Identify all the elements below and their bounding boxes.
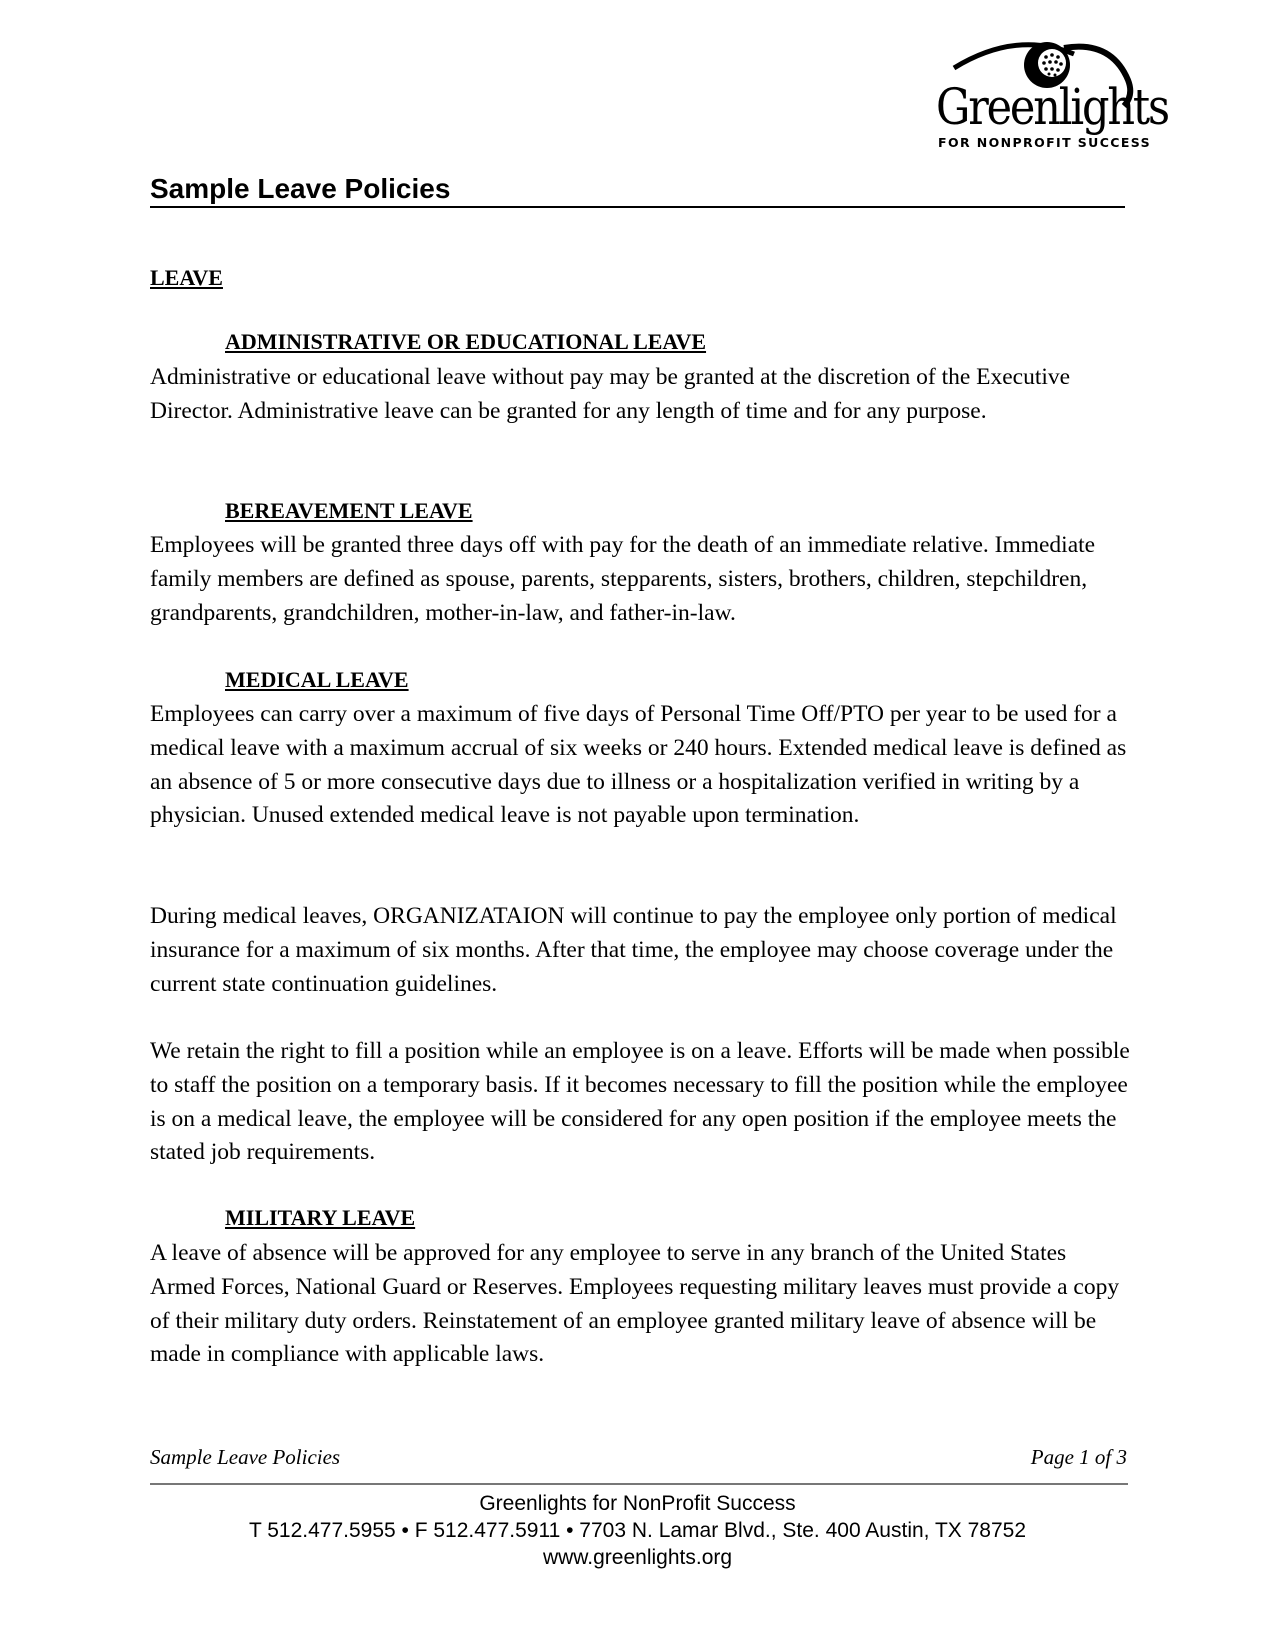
paragraph-bereavement: Employees will be granted three days off with pay for the death of an immediate relative. Immediate family members are defined as spouse, parents, stepparents, sisters, brothers, children, stepchildren, grandparents, grandchildren, mother-in-law, and father-in-law. — [150, 532, 1096, 626]
footer-divider — [150, 1483, 1128, 1485]
logo-wordmark: Greenlights — [936, 78, 1168, 136]
footer-page-number: Page 1 of 3 — [1030, 1445, 1127, 1469]
section-heading-bereavement: BEREAVEMENT LEAVE — [225, 498, 473, 523]
footer-contact-info: T 512.477.5955 • F 512.477.5911 • 7703 N. Lamar Blvd., Ste. 400 Austin, TX 78752 — [248, 1519, 1027, 1542]
paragraph-military: A leave of absence will be approved for any employee to serve in any branch of the United States Armed Forces, National Guard or Reserves. Employees requesting military leaves must provide a copy of their military duty orders. Reinstatement of an employee granted military leave of absence will be made in compliance with applicable laws. — [150, 1240, 1120, 1368]
section-heading-administrative: ADMINISTRATIVE OR EDUCATIONAL LEAVE — [225, 329, 707, 354]
paragraph-medical-3: We retain the right to fill a position while an employee is on a leave. Efforts will be made when possible to staff the position on a temporary basis. If it becomes necessary to fill the position while the employee is on a medical leave, the employee will be considered for any open position if the employee meets the stated job requirements. — [150, 1038, 1130, 1166]
footer-doc-name: Sample Leave Policies — [150, 1445, 341, 1469]
page-title: Sample Leave Policies — [150, 172, 1125, 208]
section-heading-military: MILITARY LEAVE — [225, 1205, 416, 1230]
section-heading-medical: MEDICAL LEAVE — [225, 667, 409, 692]
footer-org-name: Greenlights for NonProfit Success — [479, 1492, 796, 1515]
paragraph-administrative: Administrative or educational leave without pay may be granted at the discretion of the Executive Director. Administrative leave can be granted for any length of time and for any purpose. — [150, 364, 1071, 424]
leave-heading: LEAVE — [150, 265, 223, 290]
paragraph-medical-1: Employees can carry over a maximum of five days of Personal Time Off/PTO per year to be used for a medical leave with a maximum accrual of six weeks or 240 hours. Extended medical leave is defined as an absence of 5 or more consecutive days due to illness or a hospitalization verified in writing by a physician. Unused extended medical leave is not payable upon termination. — [150, 701, 1127, 829]
greenlights-logo — [936, 40, 1166, 155]
logo-tagline: FOR NONPROFIT SUCCESS — [938, 135, 1152, 150]
footer-website: www.greenlights.org — [542, 1546, 733, 1569]
footer-contact-block — [0, 1490, 1275, 1571]
paragraph-medical-2: During medical leaves, ORGANIZATAION will continue to pay the employee only portion of medical insurance for a maximum of six months. After that time, the employee may choose coverage under the current state continuation guidelines. — [150, 903, 1117, 997]
